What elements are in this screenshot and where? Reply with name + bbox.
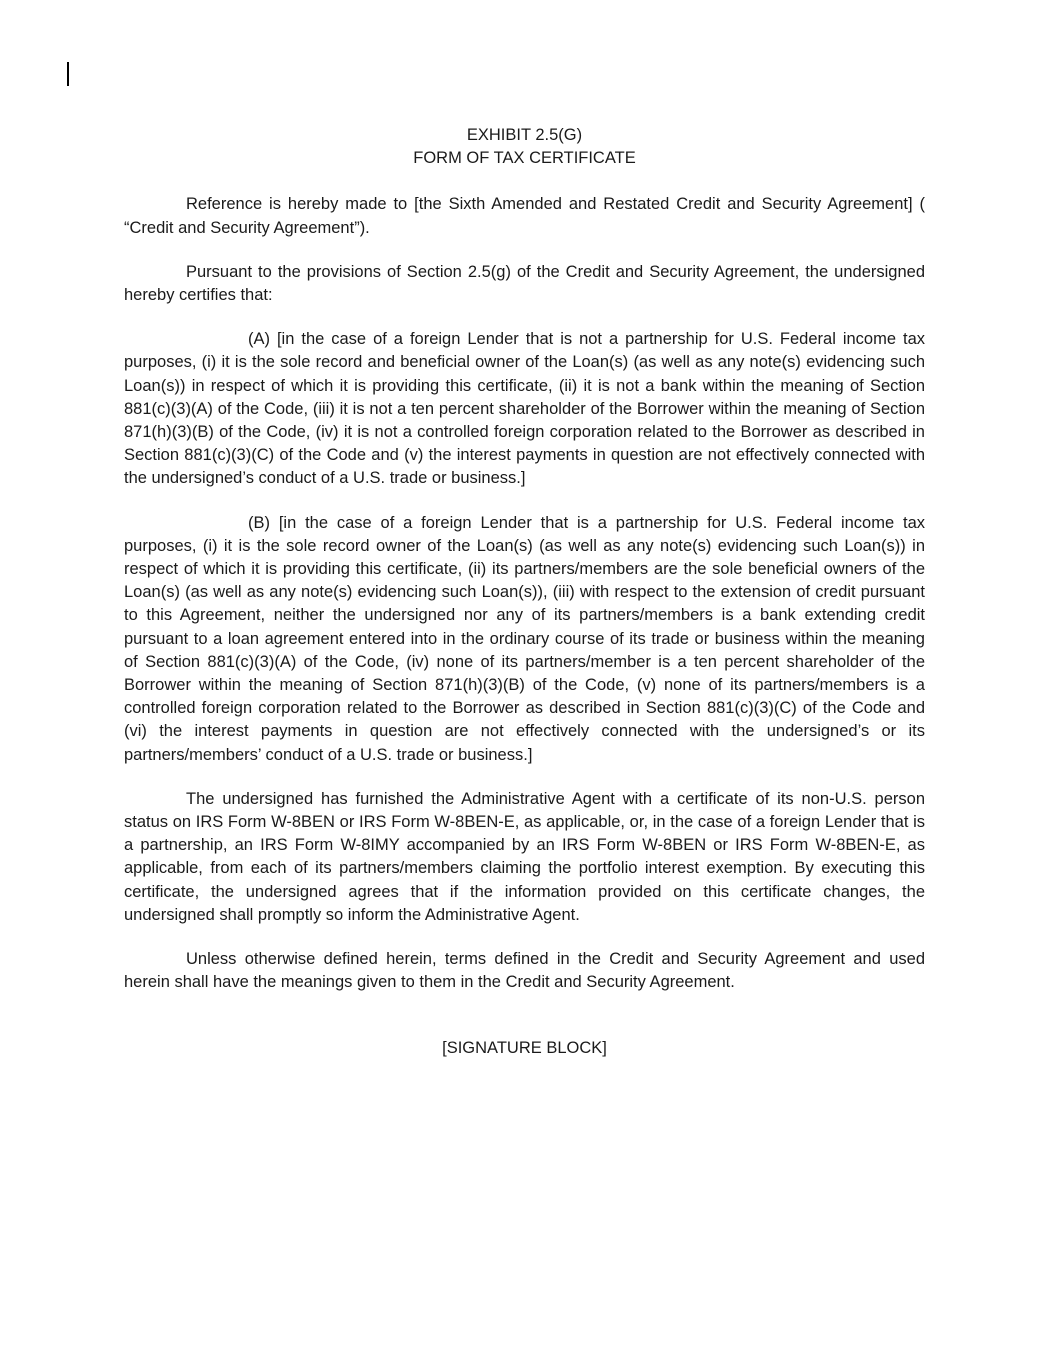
pursuant-paragraph: Pursuant to the provisions of Section 2.5(g) of the Credit and Security Agreement, the undersigned hereby certifies that: [124, 262, 925, 305]
title-block [124, 124, 925, 170]
document-page [124, 124, 925, 1081]
form-title: FORM OF TAX CERTIFICATE [413, 149, 636, 168]
clause-b-paragraph: (B) [in the case of a foreign Lender that is a partnership for U.S. Federal income tax purposes, (i) it is the sole record owner of the Loan(s) (as well as any note(s) evidencing such Loan(s)) in respect of which it is providing this certificate, (ii) its partners/members are the sole beneficial owners of the Loan(s) (as well as any note(s) evidencing such Loan(s)), (iii) with respect to the extension of credit pursuant to this Agreement, neither the undersigned nor any of its partners/members is a bank extending credit pursuant to a loan agreement entered into in the ordinary course of its trade or business within the meaning of Section 881(c)(3)(A) of the Code, (iv) none of its partners/member is a ten percent shareholder of the Borrower within the meaning of Section 871(h)(3)(B) of the Code, (v) none of its partners/members is a controlled foreign corporation related to the Borrower as described in Section 881(c)(3)(C) of the Code and (vi) the interest payments in question are not effectively connected with the undersigned’s or its partners/members’ conduct of a U.S. trade or business.] [124, 513, 925, 764]
signature-block: [SIGNATURE BLOCK] [442, 1038, 607, 1057]
furnished-paragraph: The undersigned has furnished the Administrative Agent with a certificate of its non-U.S. person status on IRS Form W-8BEN or IRS Form W-8BEN-E, as applicable, or, in the case of a foreign Lender that is a partnership, an IRS Form W-8IMY accompanied by an IRS Form W-8BEN or IRS Form W-8BEN-E, as applicable, from each of its partners/members claiming the portfolio interest exemption. By executing this certificate, the undersigned agrees that if the information provided on this certificate changes, the undersigned shall promptly so inform the Administrative Agent. [124, 789, 925, 924]
exhibit-label: EXHIBIT 2.5(G) [466, 126, 583, 144]
reference-paragraph: Reference is hereby made to [the Sixth Amended and Restated Credit and Security Agreement] ( “Credit and Security Agreement”). [124, 195, 925, 237]
text-cursor [67, 62, 69, 86]
definitions-paragraph: Unless otherwise defined herein, terms defined in the Credit and Security Agreement and used herein shall have the meanings given to them in the Credit and Security Agreement. [124, 950, 925, 992]
clause-a-paragraph: (A) [in the case of a foreign Lender that is not a partnership for U.S. Federal income tax purposes, (i) it is the sole record and beneficial owner of the Loan(s) (as well as any note(s) evidencing such Loan(s)) in respect of which it is providing this certificate, (ii) it is not a bank within the meaning of Section 881(c)(3)(A) of the Code, (iii) it is not a ten percent shareholder of the Borrower within the meaning of Section 871(h)(3)(B) of the Code, (iv) it is not a controlled foreign corporation related to the Borrower as described in Section 881(c)(3)(C) of the Code and (v) the interest payments in question are not effectively connected with the undersigned’s conduct of a U.S. trade or business.] [124, 330, 925, 488]
